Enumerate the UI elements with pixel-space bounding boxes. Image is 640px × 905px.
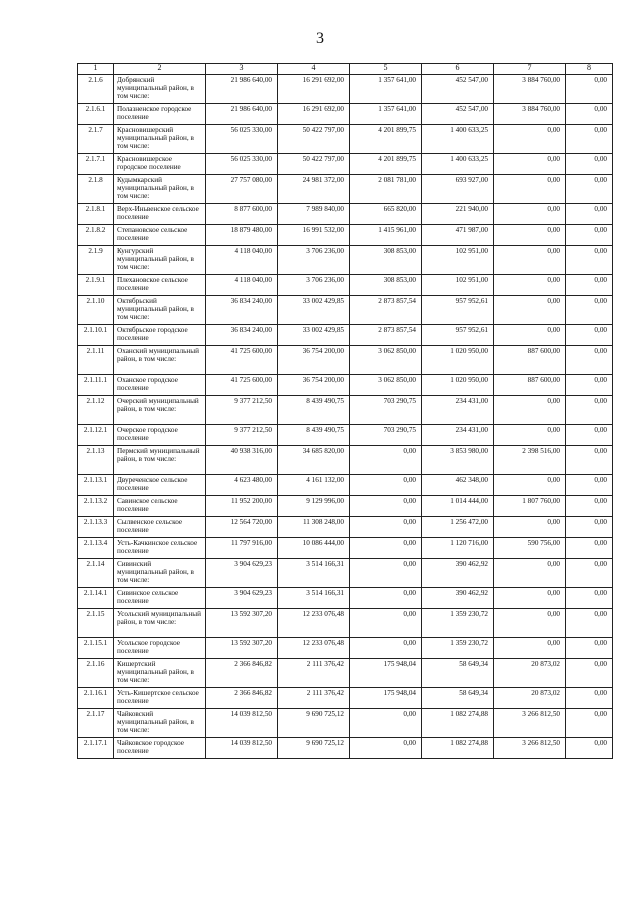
row-number-cell: 2.1.10.1 bbox=[78, 325, 114, 346]
col7-cell: 0,00 bbox=[494, 125, 566, 154]
row-number-cell: 2.1.9.1 bbox=[78, 275, 114, 296]
total-cell: 40 938 316,00 bbox=[206, 446, 278, 475]
col4-cell: 24 981 372,00 bbox=[278, 175, 350, 204]
col8-cell: 0,00 bbox=[566, 154, 613, 175]
col7-cell: 0,00 bbox=[494, 425, 566, 446]
row-number-cell: 2.1.7 bbox=[78, 125, 114, 154]
row-number-cell: 2.1.13.2 bbox=[78, 496, 114, 517]
col5-cell: 1 415 961,00 bbox=[350, 225, 422, 246]
row-number-cell: 2.1.13.1 bbox=[78, 475, 114, 496]
table-row bbox=[78, 738, 613, 759]
col6-cell: 1 120 716,00 bbox=[422, 538, 494, 559]
row-name-cell: Оханский муниципальный район, в том числе: bbox=[114, 346, 206, 375]
col7-cell: 2 398 516,00 bbox=[494, 446, 566, 475]
table-row bbox=[78, 225, 613, 246]
row-name-cell: Оханское городское поселение bbox=[114, 375, 206, 396]
col8-cell: 0,00 bbox=[566, 709, 613, 738]
col5-cell: 3 062 850,00 bbox=[350, 346, 422, 375]
total-cell: 3 904 629,23 bbox=[206, 588, 278, 609]
col8-cell: 0,00 bbox=[566, 125, 613, 154]
col4-cell: 10 086 444,00 bbox=[278, 538, 350, 559]
table-row bbox=[78, 559, 613, 588]
total-cell: 2 366 846,82 bbox=[206, 659, 278, 688]
total-cell: 4 623 480,00 bbox=[206, 475, 278, 496]
total-cell: 18 879 480,00 bbox=[206, 225, 278, 246]
col8-cell: 0,00 bbox=[566, 588, 613, 609]
col5-cell: 0,00 bbox=[350, 496, 422, 517]
row-name-cell: Очерский муниципальный район, в том числе: bbox=[114, 396, 206, 425]
col6-cell: 3 853 980,00 bbox=[422, 446, 494, 475]
col8-cell: 0,00 bbox=[566, 225, 613, 246]
row-name-cell: Добрянский муниципальный район, в том числе: bbox=[114, 75, 206, 104]
col6-cell: 452 547,00 bbox=[422, 104, 494, 125]
col5-cell: 0,00 bbox=[350, 446, 422, 475]
col7-cell: 3 266 812,50 bbox=[494, 709, 566, 738]
row-name-cell: Сылвенское сельское поселение bbox=[114, 517, 206, 538]
col8-cell: 0,00 bbox=[566, 175, 613, 204]
total-cell: 11 952 200,00 bbox=[206, 496, 278, 517]
row-name-cell: Полазненское городское поселение bbox=[114, 104, 206, 125]
row-number-cell: 2.1.15.1 bbox=[78, 638, 114, 659]
col6-cell: 58 649,34 bbox=[422, 688, 494, 709]
col4-cell: 9 129 996,00 bbox=[278, 496, 350, 517]
table-row bbox=[78, 75, 613, 104]
table-row bbox=[78, 104, 613, 125]
total-cell: 8 877 600,00 bbox=[206, 204, 278, 225]
total-cell: 11 797 916,00 bbox=[206, 538, 278, 559]
col5-cell: 1 357 641,00 bbox=[350, 75, 422, 104]
col4-cell: 8 439 490,75 bbox=[278, 425, 350, 446]
row-number-cell: 2.1.8.1 bbox=[78, 204, 114, 225]
row-name-cell: Усть-Качкинское сельское поселение bbox=[114, 538, 206, 559]
col8-cell: 0,00 bbox=[566, 375, 613, 396]
row-name-cell: Верх-Иньвенское сельское поселение bbox=[114, 204, 206, 225]
col8-cell: 0,00 bbox=[566, 296, 613, 325]
row-number-cell: 2.1.8.2 bbox=[78, 225, 114, 246]
col5-cell: 308 853,00 bbox=[350, 246, 422, 275]
col5-cell: 703 290,75 bbox=[350, 396, 422, 425]
table-row bbox=[78, 375, 613, 396]
row-name-cell: Двуреченское сельское поселение bbox=[114, 475, 206, 496]
table-row bbox=[78, 204, 613, 225]
row-number-cell: 2.1.12 bbox=[78, 396, 114, 425]
col6-cell: 1 256 472,00 bbox=[422, 517, 494, 538]
col5-cell: 0,00 bbox=[350, 709, 422, 738]
col6-cell: 1 020 950,00 bbox=[422, 346, 494, 375]
col7-cell: 0,00 bbox=[494, 325, 566, 346]
row-number-cell: 2.1.13 bbox=[78, 446, 114, 475]
table-row bbox=[78, 659, 613, 688]
col8-cell: 0,00 bbox=[566, 325, 613, 346]
header-cell: 7 bbox=[494, 64, 566, 75]
col8-cell: 0,00 bbox=[566, 104, 613, 125]
col4-cell: 3 514 166,31 bbox=[278, 588, 350, 609]
table-header-row bbox=[78, 64, 613, 75]
col6-cell: 102 951,00 bbox=[422, 246, 494, 275]
col7-cell: 0,00 bbox=[494, 638, 566, 659]
row-number-cell: 2.1.17.1 bbox=[78, 738, 114, 759]
header-cell: 3 bbox=[206, 64, 278, 75]
total-cell: 3 904 629,23 bbox=[206, 559, 278, 588]
col8-cell: 0,00 bbox=[566, 346, 613, 375]
row-number-cell: 2.1.7.1 bbox=[78, 154, 114, 175]
row-number-cell: 2.1.16 bbox=[78, 659, 114, 688]
table-row bbox=[78, 588, 613, 609]
budget-table bbox=[77, 63, 613, 759]
col4-cell: 11 308 248,00 bbox=[278, 517, 350, 538]
row-name-cell: Сивинское сельское поселение bbox=[114, 588, 206, 609]
table-row bbox=[78, 538, 613, 559]
col6-cell: 58 649,34 bbox=[422, 659, 494, 688]
table-row bbox=[78, 346, 613, 375]
total-cell: 2 366 846,82 bbox=[206, 688, 278, 709]
header-cell: 8 bbox=[566, 64, 613, 75]
row-number-cell: 2.1.13.3 bbox=[78, 517, 114, 538]
col6-cell: 1 020 950,00 bbox=[422, 375, 494, 396]
table-row bbox=[78, 638, 613, 659]
row-number-cell: 2.1.8 bbox=[78, 175, 114, 204]
col7-cell: 3 884 760,00 bbox=[494, 104, 566, 125]
col7-cell: 3 884 760,00 bbox=[494, 75, 566, 104]
col7-cell: 0,00 bbox=[494, 175, 566, 204]
col6-cell: 462 348,00 bbox=[422, 475, 494, 496]
row-name-cell: Плехановское сельское поселение bbox=[114, 275, 206, 296]
col8-cell: 0,00 bbox=[566, 475, 613, 496]
col4-cell: 2 111 376,42 bbox=[278, 688, 350, 709]
row-name-cell: Сивинский муниципальный район, в том числе: bbox=[114, 559, 206, 588]
col5-cell: 0,00 bbox=[350, 538, 422, 559]
col6-cell: 234 431,00 bbox=[422, 396, 494, 425]
col8-cell: 0,00 bbox=[566, 609, 613, 638]
col6-cell: 234 431,00 bbox=[422, 425, 494, 446]
col4-cell: 33 002 429,85 bbox=[278, 325, 350, 346]
total-cell: 36 834 240,00 bbox=[206, 296, 278, 325]
total-cell: 41 725 600,00 bbox=[206, 375, 278, 396]
row-name-cell: Усть-Кишертское сельское поселение bbox=[114, 688, 206, 709]
col4-cell: 12 233 076,48 bbox=[278, 609, 350, 638]
total-cell: 9 377 212,50 bbox=[206, 425, 278, 446]
row-name-cell: Октябрьское городское поселение bbox=[114, 325, 206, 346]
col7-cell: 0,00 bbox=[494, 246, 566, 275]
total-cell: 4 118 040,00 bbox=[206, 275, 278, 296]
total-cell: 56 025 330,00 bbox=[206, 154, 278, 175]
col6-cell: 957 952,61 bbox=[422, 296, 494, 325]
row-number-cell: 2.1.10 bbox=[78, 296, 114, 325]
col4-cell: 8 439 490,75 bbox=[278, 396, 350, 425]
total-cell: 13 592 307,20 bbox=[206, 638, 278, 659]
col4-cell: 16 291 692,00 bbox=[278, 104, 350, 125]
col6-cell: 957 952,61 bbox=[422, 325, 494, 346]
col7-cell: 0,00 bbox=[494, 275, 566, 296]
header-cell: 2 bbox=[114, 64, 206, 75]
row-name-cell: Чайковское городское поселение bbox=[114, 738, 206, 759]
table-row bbox=[78, 475, 613, 496]
row-name-cell: Октябрьский муниципальный район, в том числе: bbox=[114, 296, 206, 325]
header-cell: 4 bbox=[278, 64, 350, 75]
row-name-cell: Усольский муниципальный район, в том числе: bbox=[114, 609, 206, 638]
col5-cell: 3 062 850,00 bbox=[350, 375, 422, 396]
row-number-cell: 2.1.15 bbox=[78, 609, 114, 638]
row-name-cell: Красновишерское городское поселение bbox=[114, 154, 206, 175]
col8-cell: 0,00 bbox=[566, 638, 613, 659]
col5-cell: 4 201 899,75 bbox=[350, 125, 422, 154]
total-cell: 27 757 080,00 bbox=[206, 175, 278, 204]
row-number-cell: 2.1.14 bbox=[78, 559, 114, 588]
col5-cell: 1 357 641,00 bbox=[350, 104, 422, 125]
col7-cell: 20 873,02 bbox=[494, 688, 566, 709]
table-row bbox=[78, 296, 613, 325]
col4-cell: 50 422 797,00 bbox=[278, 154, 350, 175]
row-name-cell: Кишертский муниципальный район, в том числе: bbox=[114, 659, 206, 688]
col6-cell: 221 940,00 bbox=[422, 204, 494, 225]
col4-cell: 36 754 200,00 bbox=[278, 375, 350, 396]
table-row bbox=[78, 275, 613, 296]
table-row bbox=[78, 125, 613, 154]
col7-cell: 0,00 bbox=[494, 225, 566, 246]
total-cell: 13 592 307,20 bbox=[206, 609, 278, 638]
col7-cell: 0,00 bbox=[494, 296, 566, 325]
total-cell: 4 118 040,00 bbox=[206, 246, 278, 275]
col5-cell: 665 820,00 bbox=[350, 204, 422, 225]
total-cell: 14 039 812,50 bbox=[206, 738, 278, 759]
row-number-cell: 2.1.6 bbox=[78, 75, 114, 104]
header-cell: 5 bbox=[350, 64, 422, 75]
table-row bbox=[78, 154, 613, 175]
row-name-cell: Кунгурский муниципальный район, в том числе: bbox=[114, 246, 206, 275]
total-cell: 21 986 640,00 bbox=[206, 75, 278, 104]
row-name-cell: Кудымкарский муниципальный район, в том числе: bbox=[114, 175, 206, 204]
col8-cell: 0,00 bbox=[566, 204, 613, 225]
col5-cell: 175 948,04 bbox=[350, 659, 422, 688]
col8-cell: 0,00 bbox=[566, 246, 613, 275]
table-row bbox=[78, 425, 613, 446]
col6-cell: 1 400 633,25 bbox=[422, 125, 494, 154]
col6-cell: 1 359 230,72 bbox=[422, 609, 494, 638]
col4-cell: 3 706 236,00 bbox=[278, 275, 350, 296]
row-name-cell: Степановское сельское поселение bbox=[114, 225, 206, 246]
col6-cell: 1 359 230,72 bbox=[422, 638, 494, 659]
col8-cell: 0,00 bbox=[566, 496, 613, 517]
row-name-cell: Чайковский муниципальный район, в том числе: bbox=[114, 709, 206, 738]
col4-cell: 34 685 820,00 bbox=[278, 446, 350, 475]
row-name-cell: Очерское городское поселение bbox=[114, 425, 206, 446]
col5-cell: 308 853,00 bbox=[350, 275, 422, 296]
row-number-cell: 2.1.17 bbox=[78, 709, 114, 738]
col5-cell: 2 873 857,54 bbox=[350, 296, 422, 325]
table-row bbox=[78, 175, 613, 204]
table-row bbox=[78, 709, 613, 738]
col5-cell: 0,00 bbox=[350, 475, 422, 496]
total-cell: 14 039 812,50 bbox=[206, 709, 278, 738]
col6-cell: 1 014 444,00 bbox=[422, 496, 494, 517]
col4-cell: 33 002 429,85 bbox=[278, 296, 350, 325]
col8-cell: 0,00 bbox=[566, 446, 613, 475]
table-row bbox=[78, 325, 613, 346]
col8-cell: 0,00 bbox=[566, 738, 613, 759]
col8-cell: 0,00 bbox=[566, 559, 613, 588]
row-number-cell: 2.1.11 bbox=[78, 346, 114, 375]
col6-cell: 390 462,92 bbox=[422, 559, 494, 588]
col7-cell: 20 873,02 bbox=[494, 659, 566, 688]
table-row bbox=[78, 609, 613, 638]
table-row bbox=[78, 246, 613, 275]
col4-cell: 3 706 236,00 bbox=[278, 246, 350, 275]
col5-cell: 4 201 899,75 bbox=[350, 154, 422, 175]
col8-cell: 0,00 bbox=[566, 538, 613, 559]
col5-cell: 175 948,04 bbox=[350, 688, 422, 709]
col7-cell: 887 600,00 bbox=[494, 375, 566, 396]
col4-cell: 4 161 132,00 bbox=[278, 475, 350, 496]
col4-cell: 16 991 532,00 bbox=[278, 225, 350, 246]
col8-cell: 0,00 bbox=[566, 275, 613, 296]
col8-cell: 0,00 bbox=[566, 75, 613, 104]
col6-cell: 1 082 274,88 bbox=[422, 738, 494, 759]
col8-cell: 0,00 bbox=[566, 659, 613, 688]
col4-cell: 16 291 692,00 bbox=[278, 75, 350, 104]
col7-cell: 0,00 bbox=[494, 559, 566, 588]
col4-cell: 50 422 797,00 bbox=[278, 125, 350, 154]
col8-cell: 0,00 bbox=[566, 396, 613, 425]
table-row bbox=[78, 688, 613, 709]
col7-cell: 0,00 bbox=[494, 609, 566, 638]
page-number: 3 bbox=[316, 30, 324, 47]
table-row bbox=[78, 496, 613, 517]
total-cell: 41 725 600,00 bbox=[206, 346, 278, 375]
col7-cell: 0,00 bbox=[494, 475, 566, 496]
table-row bbox=[78, 396, 613, 425]
col7-cell: 887 600,00 bbox=[494, 346, 566, 375]
row-number-cell: 2.1.11.1 bbox=[78, 375, 114, 396]
row-number-cell: 2.1.14.1 bbox=[78, 588, 114, 609]
table-row bbox=[78, 446, 613, 475]
col5-cell: 0,00 bbox=[350, 609, 422, 638]
col4-cell: 3 514 166,31 bbox=[278, 559, 350, 588]
row-name-cell: Красновишерский муниципальный район, в том числе: bbox=[114, 125, 206, 154]
col5-cell: 0,00 bbox=[350, 738, 422, 759]
row-name-cell: Пермский муниципальный район, в том числе: bbox=[114, 446, 206, 475]
col7-cell: 0,00 bbox=[494, 588, 566, 609]
row-number-cell: 2.1.12.1 bbox=[78, 425, 114, 446]
header-cell: 1 bbox=[78, 64, 114, 75]
col8-cell: 0,00 bbox=[566, 425, 613, 446]
col5-cell: 703 290,75 bbox=[350, 425, 422, 446]
col5-cell: 2 081 781,00 bbox=[350, 175, 422, 204]
col7-cell: 590 756,00 bbox=[494, 538, 566, 559]
row-number-cell: 2.1.13.4 bbox=[78, 538, 114, 559]
total-cell: 21 986 640,00 bbox=[206, 104, 278, 125]
total-cell: 9 377 212,50 bbox=[206, 396, 278, 425]
col5-cell: 0,00 bbox=[350, 517, 422, 538]
col6-cell: 693 927,00 bbox=[422, 175, 494, 204]
col8-cell: 0,00 bbox=[566, 688, 613, 709]
col5-cell: 2 873 857,54 bbox=[350, 325, 422, 346]
col4-cell: 9 690 725,12 bbox=[278, 709, 350, 738]
header-cell: 6 bbox=[422, 64, 494, 75]
col4-cell: 2 111 376,42 bbox=[278, 659, 350, 688]
col6-cell: 1 082 274,88 bbox=[422, 709, 494, 738]
col6-cell: 390 462,92 bbox=[422, 588, 494, 609]
row-name-cell: Усольское городское поселение bbox=[114, 638, 206, 659]
table-row bbox=[78, 517, 613, 538]
total-cell: 12 564 720,00 bbox=[206, 517, 278, 538]
total-cell: 56 025 330,00 bbox=[206, 125, 278, 154]
row-number-cell: 2.1.9 bbox=[78, 246, 114, 275]
col5-cell: 0,00 bbox=[350, 588, 422, 609]
col4-cell: 9 690 725,12 bbox=[278, 738, 350, 759]
col7-cell: 3 266 812,50 bbox=[494, 738, 566, 759]
col6-cell: 452 547,00 bbox=[422, 75, 494, 104]
col7-cell: 0,00 bbox=[494, 154, 566, 175]
col4-cell: 36 754 200,00 bbox=[278, 346, 350, 375]
col6-cell: 471 987,00 bbox=[422, 225, 494, 246]
col4-cell: 12 233 076,48 bbox=[278, 638, 350, 659]
col7-cell: 0,00 bbox=[494, 396, 566, 425]
col6-cell: 102 951,00 bbox=[422, 275, 494, 296]
row-number-cell: 2.1.16.1 bbox=[78, 688, 114, 709]
col4-cell: 7 989 840,00 bbox=[278, 204, 350, 225]
col6-cell: 1 400 633,25 bbox=[422, 154, 494, 175]
col7-cell: 0,00 bbox=[494, 517, 566, 538]
col5-cell: 0,00 bbox=[350, 559, 422, 588]
row-name-cell: Савинское сельское поселение bbox=[114, 496, 206, 517]
col7-cell: 1 807 760,00 bbox=[494, 496, 566, 517]
row-number-cell: 2.1.6.1 bbox=[78, 104, 114, 125]
total-cell: 36 834 240,00 bbox=[206, 325, 278, 346]
col8-cell: 0,00 bbox=[566, 517, 613, 538]
col7-cell: 0,00 bbox=[494, 204, 566, 225]
col5-cell: 0,00 bbox=[350, 638, 422, 659]
